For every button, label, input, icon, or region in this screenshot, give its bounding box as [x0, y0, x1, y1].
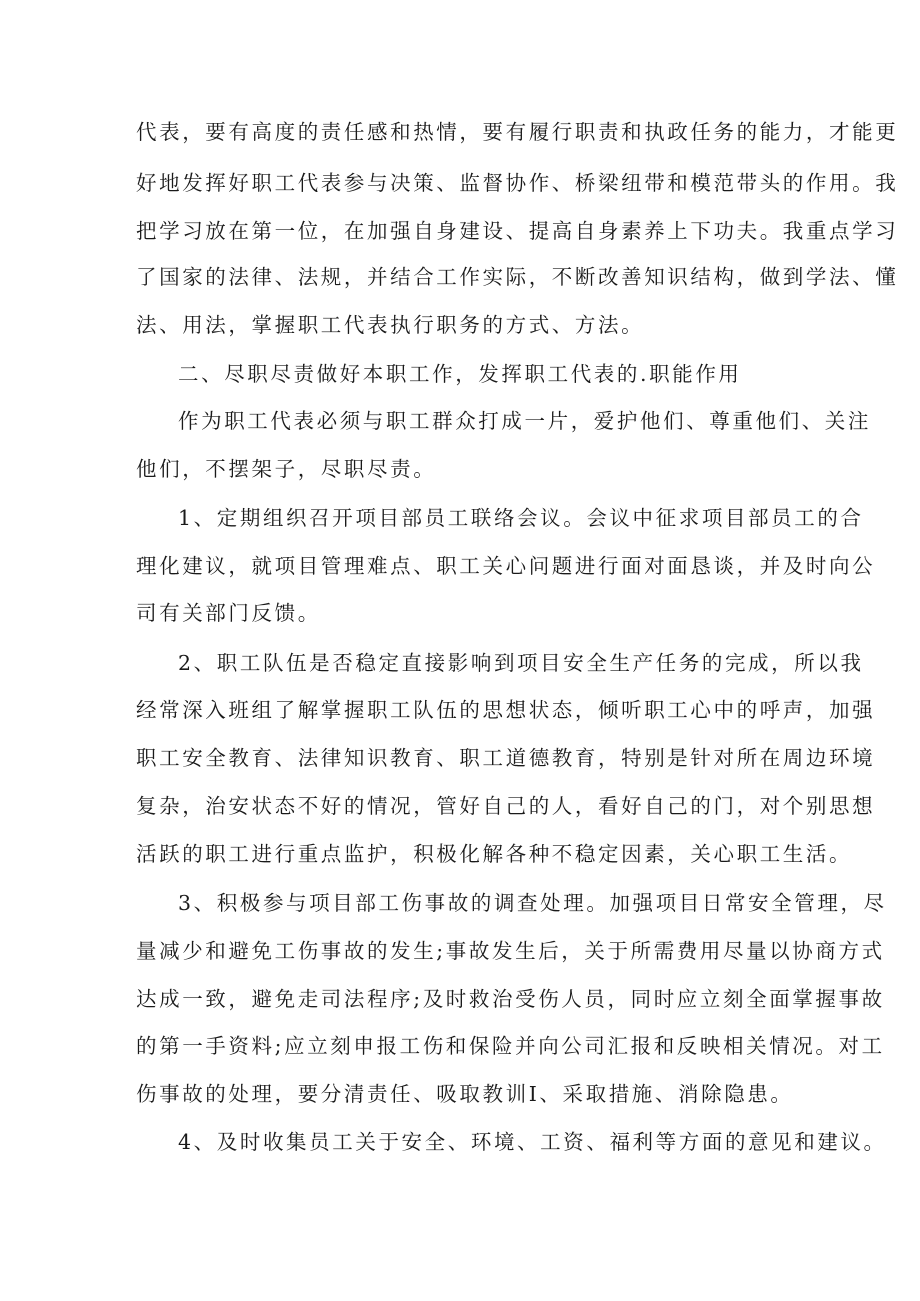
text-line: 职工安全教育、法律知识教育、职工道德教育，特别是针对所在周边环境 — [136, 746, 876, 770]
list-item: 1、定期组织召开项目部员工联络会议。会议中征求项目部员工的合 — [178, 506, 864, 530]
text-line: 法、用法，掌握职工代表执行职务的方式、方法。 — [136, 313, 645, 337]
text-line: 代表，要有高度的责任感和热情，要有履行职责和执政任务的能力，才能更 — [136, 120, 899, 144]
text-line: 达成一致，避免走司法程序;及时救治受伤人员，同时应立刻全面掌握事故 — [136, 987, 885, 1011]
text-line: 的第一手资料;应立刻申报工伤和保险并向公司汇报和反映相关情况。对工 — [136, 1034, 885, 1058]
text-line: 好地发挥好职工代表参与决策、监督协作、桥梁纽带和模范带头的作用。我 — [136, 171, 899, 195]
text-line: 活跃的职工进行重点监护，积极化解各种不稳定因素，关心职工生活。 — [136, 842, 853, 866]
text-line: 理化建议，就项目管理难点、职工关心问题进行面对面恳谈，并及时向公 — [136, 554, 876, 578]
list-item: 2、职工队伍是否稳定直接影响到项目安全生产任务的完成，所以我 — [178, 651, 864, 675]
text-line: 作为职工代表必须与职工群众打成一片，爱护他们、尊重他们、关注 — [178, 409, 871, 433]
text-line: 经常深入班组了解掌握职工队伍的思想状态，倾听职工心中的呼声，加强 — [136, 698, 876, 722]
text-line: 他们，不摆架子，尽职尽责。 — [136, 457, 437, 481]
text-line: 司有关部门反馈。 — [136, 601, 321, 625]
text-line: 伤事故的处理，要分清责任、吸取教训I、采取措施、消除隐患。 — [136, 1082, 794, 1106]
text-line: 了国家的法律、法规，并结合工作实际，不断改善知识结构，做到学法、懂 — [136, 265, 899, 289]
text-line: 复杂，治安状态不好的情况，管好自己的人，看好自己的门，对个别思想 — [136, 794, 876, 818]
text-line: 把学习放在第一位，在加强自身建设、提高自身素养上下功夫。我重点学习 — [136, 219, 899, 243]
list-item: 4、及时收集员工关于安全、环境、工资、福利等方面的意见和建议。 — [178, 1130, 887, 1154]
list-item: 3、积极参与项目部工伤事故的调查处理。加强项目日常安全管理，尽 — [178, 891, 887, 915]
text-line: 量减少和避免工伤事故的发生;事故发生后，关于所需费用尽量以协商方式 — [136, 939, 885, 963]
section-heading: 二、尽职尽责做好本职工作，发挥职工代表的.职能作用 — [178, 362, 742, 386]
